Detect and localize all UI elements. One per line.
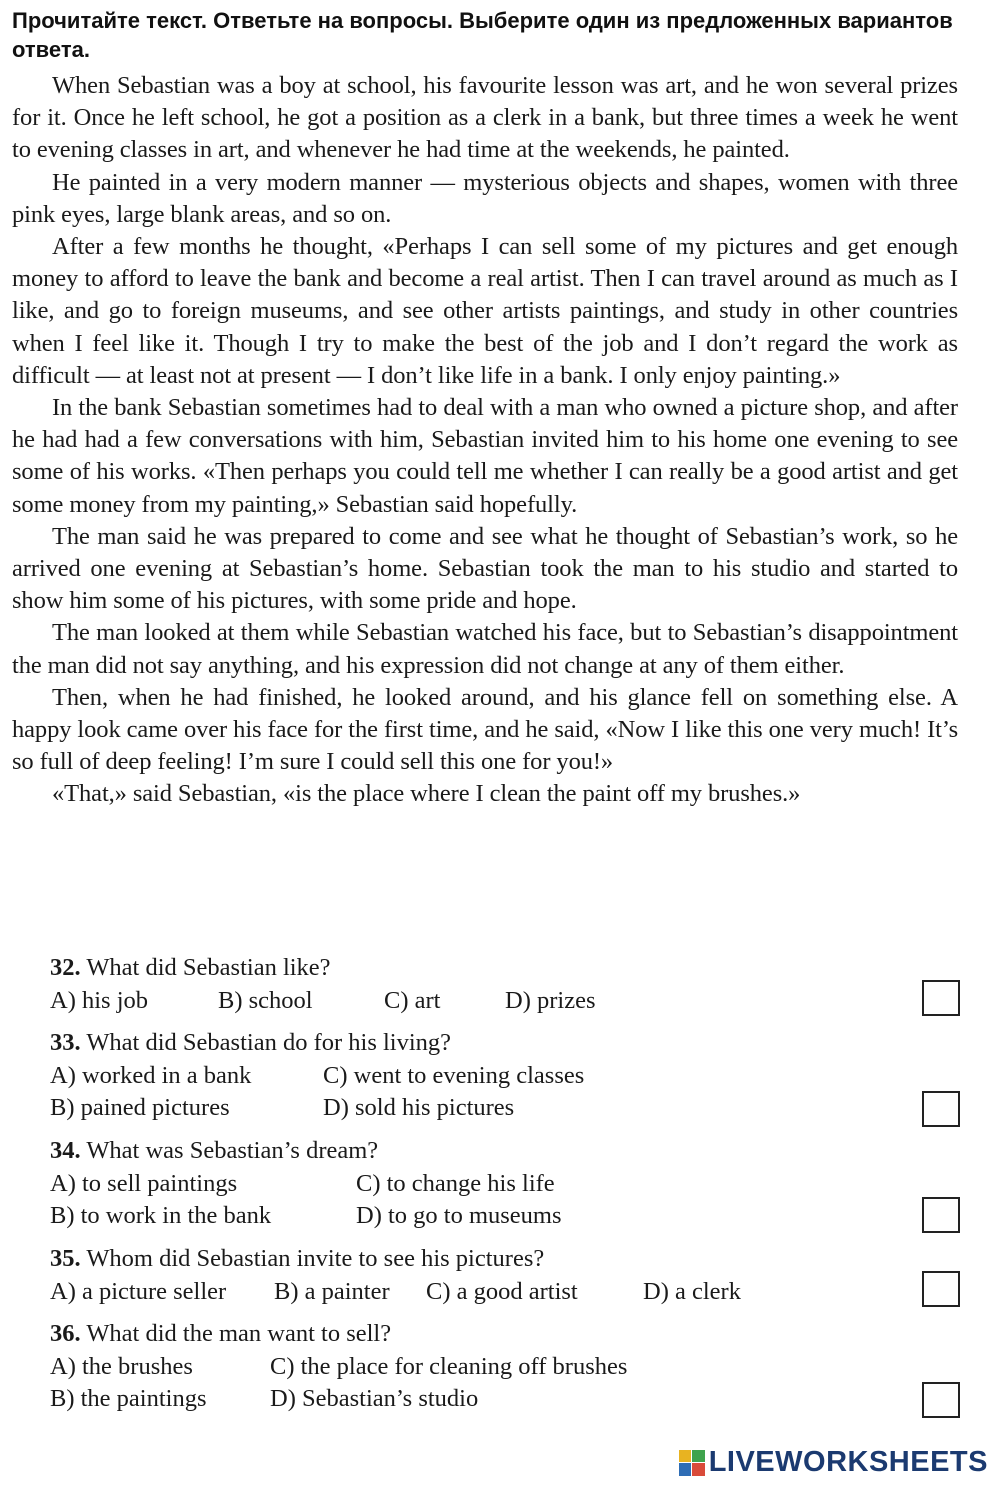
question-35-options: [50, 1276, 960, 1309]
option-c: C) to change his life: [356, 1169, 555, 1197]
story-paragraph: After a few months he thought, «Perhaps I can sell some of my pictures and get enough money to afford to leave the bank and become a real artist. Then I can travel around as much as I like, and go to foreign museums, and see other artists paintings, and study in other countries when I feel like it. Though I try to make the best of the job and I don’t regard the work as difficult — at least not at present — I don’t like life in a bank. I only enjoy painting.»: [12, 233, 958, 389]
question-36-title: [50, 1318, 960, 1351]
question-36: [50, 1318, 960, 1426]
reading-text: [12, 70, 958, 811]
option-d: D) Sebastian’s studio: [270, 1385, 479, 1412]
question-text: What did the man want to sell?: [86, 1320, 392, 1347]
option-d: D) sold his pictures: [323, 1094, 515, 1121]
logo-square: [679, 1463, 692, 1476]
question-number: 35.: [50, 1245, 81, 1272]
option-c: C) a good artist: [426, 1277, 578, 1305]
story-paragraph: In the bank Sebastian sometimes had to deal with a man who owned a picture shop, and after he had had a few conversations with him, Sebastian invited him to his home one evening to see some of his works. «Then perhaps you could tell me whether I can really be a good artist and get some money from my painting,» Sebastian said hopefully.: [12, 394, 958, 518]
story-paragraph: Then, when he had finished, he looked around, and his glance fell on something else. A happy look came over his face for the first time, and he said, «Now I like this one very much! It’s so full of deep feeling! I’m sure I could sell this one for you!»: [12, 683, 958, 776]
option-a: A) worked in a bank: [50, 1061, 252, 1089]
question-36-options: [50, 1351, 960, 1416]
option-c: C) art: [384, 986, 441, 1014]
answer-box-32[interactable]: [922, 980, 960, 1016]
question-35: [50, 1243, 960, 1318]
brand-name: LIVEWORKSHEETS: [708, 1446, 988, 1478]
option-a: A) to sell paintings: [50, 1169, 238, 1197]
story-paragraph: When Sebastian was a boy at school, his favourite lesson was art, and he won several prizes for it. Once he left school, he got a position as a clerk in a bank, but three times a week he went to evening classes in art, and whenever he had time at the weekends, he painted.: [12, 72, 958, 164]
logo-square: [679, 1450, 692, 1463]
question-34-title: [50, 1135, 960, 1168]
question-34-options: [50, 1168, 960, 1233]
answer-box-35[interactable]: [922, 1271, 960, 1307]
option-d: D) a clerk: [643, 1277, 741, 1305]
option-b: B) to work in the bank: [50, 1202, 272, 1229]
question-33-title: [50, 1027, 960, 1060]
option-d: D) prizes: [505, 986, 596, 1014]
option-c: C) went to evening classes: [323, 1061, 585, 1089]
question-text: Whom did Sebastian invite to see his pictures?: [86, 1245, 545, 1272]
story-paragraph: The man said he was prepared to come and see what he thought of Sebastian’s work, so he arrived one evening at Sebastian’s home. Sebastian took the man to his studio and started to show him some of his pictures, with some pride and hope.: [12, 522, 958, 615]
question-number: 33.: [50, 1029, 81, 1056]
answer-box-34[interactable]: [922, 1197, 960, 1233]
option-b: B) school: [218, 986, 313, 1014]
question-32-options: [50, 985, 960, 1018]
logo-square: [692, 1463, 705, 1476]
question-34: [50, 1135, 960, 1243]
story-paragraph: The man looked at them while Sebastian watched his face, but to Sebastian’s disappointment the man did not say anything, and his expression did not change at any of them either.: [12, 619, 958, 679]
story-paragraph: «That,» said Sebastian, «is the place where I clean the paint off my brushes.»: [52, 780, 801, 808]
question-33-options: [50, 1060, 960, 1125]
question-33: [50, 1027, 960, 1135]
questions-section: [50, 952, 960, 1426]
option-b: B) a painter: [274, 1277, 390, 1305]
answer-box-36[interactable]: [922, 1382, 960, 1418]
question-32-title: [50, 952, 960, 985]
option-a: A) a picture seller: [50, 1277, 227, 1305]
logo-square: [692, 1450, 705, 1463]
option-c: C) the place for cleaning off brushes: [270, 1352, 628, 1380]
answer-box-33[interactable]: [922, 1091, 960, 1127]
question-32: [50, 952, 960, 1027]
story-paragraph: He painted in a very modern manner — mysterious objects and shapes, women with three pink eyes, large blank areas, and so on.: [12, 168, 958, 228]
liveworksheets-logo-icon: [679, 1450, 705, 1476]
option-d: D) to go to museums: [356, 1202, 562, 1229]
option-a: A) his job: [50, 986, 148, 1014]
question-text: What did Sebastian do for his living?: [86, 1029, 452, 1056]
question-text: What was Sebastian’s dream?: [86, 1137, 379, 1164]
question-number: 36.: [50, 1320, 81, 1347]
question-number: 34.: [50, 1137, 81, 1164]
question-number: 32.: [50, 954, 81, 981]
question-text: What did Sebastian like?: [86, 954, 331, 981]
question-35-title: [50, 1243, 960, 1276]
option-a: A) the brushes: [50, 1352, 193, 1380]
option-b: B) the paintings: [50, 1385, 207, 1412]
option-b: B) pained pictures: [50, 1094, 230, 1121]
instruction-heading: Прочитайте текст. Ответьте на вопросы. Выберите один из предложенных вариантов ответа.: [12, 8, 953, 62]
brand-footer: [679, 1446, 988, 1479]
